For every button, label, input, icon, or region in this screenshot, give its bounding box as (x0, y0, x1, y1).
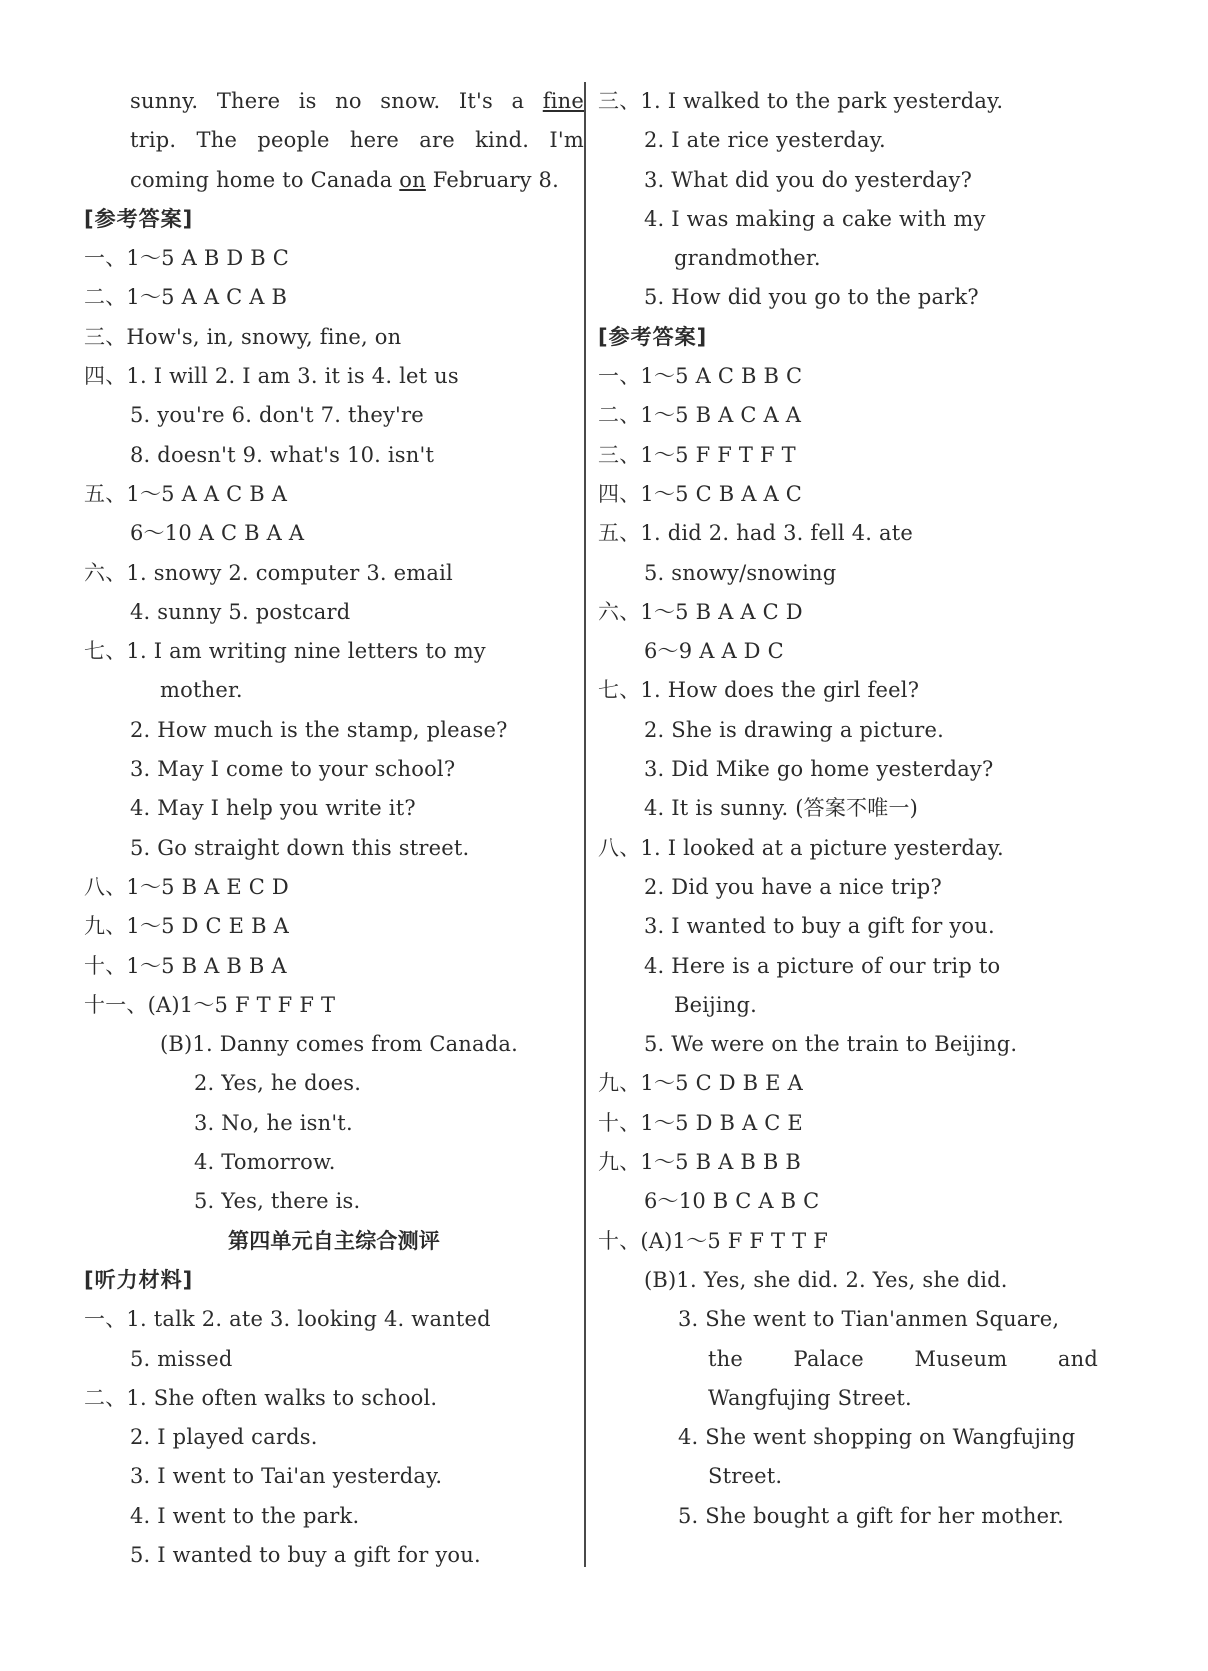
question-number: 九、 (84, 914, 127, 939)
line-text: 2. I played cards. (130, 1425, 318, 1450)
answer-line (84, 711, 584, 750)
line-text: 1～5 A A C A B (126, 285, 288, 310)
line-text: 1～5 A B D B C (126, 246, 290, 271)
line-text: 3. No, he isn't. (194, 1110, 353, 1135)
answer-line (598, 1104, 1098, 1143)
line-text: 1～5 B A C A A (640, 403, 802, 428)
question-number: 八、 (84, 874, 127, 899)
question-number: 十一、 (84, 992, 148, 1017)
column-divider (584, 82, 586, 1567)
question-number: 七、 (84, 639, 127, 664)
line-text: 2. Yes, he does. (194, 1071, 362, 1096)
answer-line (84, 554, 584, 593)
answer-line (598, 632, 1098, 671)
answer-line (598, 357, 1098, 396)
line-text: 5. We were on the train to Beijing. (644, 1032, 1018, 1057)
line-text: 2. Did you have a nice trip? (644, 874, 942, 899)
question-number: 九、 (598, 1071, 641, 1096)
line-text: (A)1～5 F T F F T (147, 992, 336, 1017)
line-text: 2. How much is the stamp, please? (130, 717, 508, 742)
heading-text: [参考答案] (84, 206, 194, 231)
line-text: 8. doesn't 9. what's 10. isn't (130, 442, 435, 467)
line-text: 3. Did Mike go home yesterday? (644, 757, 994, 782)
line-text: 1～5 B A B B A (126, 953, 287, 978)
question-number: 四、 (598, 481, 641, 506)
answer-line (84, 1064, 584, 1103)
line-text: 5. Go straight down this street. (130, 835, 470, 860)
line-text: 6～10 B C A B C (644, 1189, 820, 1214)
answer-line (598, 1143, 1098, 1182)
question-number: 一、 (598, 364, 641, 389)
line-text: 1～5 C B A A C (640, 481, 803, 506)
line-text: 1. snowy 2. computer 3. email (126, 560, 453, 585)
answer-line (84, 396, 584, 435)
answer-line (84, 436, 584, 475)
line-text: 1～5 B A E C D (126, 874, 289, 899)
answer-line (84, 907, 584, 946)
answer-line (84, 671, 584, 710)
question-number: 三、 (598, 442, 641, 467)
line-text: 3. I went to Tai'an yesterday. (130, 1464, 443, 1489)
answer-line (84, 1457, 584, 1496)
section-heading (84, 200, 584, 239)
line-text: 5. I wanted to buy a gift for you. (130, 1542, 481, 1567)
answer-line (84, 593, 584, 632)
line-text: 6～10 A C B A A (130, 521, 305, 546)
answer-line (598, 554, 1098, 593)
answer-line (598, 986, 1098, 1025)
line-text: 4. sunny 5. postcard (130, 599, 351, 624)
answer-line (84, 121, 584, 160)
section-heading (84, 1261, 584, 1300)
line-text: 1. did 2. had 3. fell 4. ate (640, 521, 913, 546)
line-text: 3. May I come to your school? (130, 757, 456, 782)
answer-line (598, 1300, 1098, 1339)
line-text: sunny. There is no snow. It's a (130, 89, 543, 113)
underlined-answer: fine (542, 89, 584, 113)
answer-line (598, 239, 1098, 278)
left-column (84, 82, 584, 1575)
line-text: 4. I went to the park. (130, 1503, 360, 1528)
answer-line (84, 239, 584, 278)
question-number: 十、 (598, 1228, 641, 1253)
answer-line (598, 947, 1098, 986)
question-number: 六、 (598, 599, 641, 624)
line-text: grandmother. (674, 246, 821, 271)
line-text: 6～9 A A D C (644, 639, 784, 664)
question-number: 五、 (84, 481, 127, 506)
answer-line (598, 1182, 1098, 1221)
question-number: 五、 (598, 521, 641, 546)
answer-line (598, 1497, 1098, 1536)
line-text: 4. I was making a cake with my (644, 206, 986, 231)
line-text: 4. May I help you write it? (130, 796, 416, 821)
line-text: 1～5 A A C B A (126, 481, 288, 506)
line-text: 1～5 C D B E A (640, 1071, 803, 1096)
question-number: 三、 (598, 89, 641, 113)
answer-line (598, 82, 1098, 121)
heading-text: [听力材料] (84, 1267, 194, 1292)
answer-line (598, 593, 1098, 632)
question-number: 六、 (84, 560, 127, 585)
answer-line (84, 475, 584, 514)
answer-line (84, 947, 584, 986)
answer-line (84, 1104, 584, 1143)
answer-line (598, 436, 1098, 475)
line-text: 1～5 A C B B C (640, 364, 803, 389)
line-text: (B)1. Danny comes from Canada. (160, 1032, 518, 1057)
question-number: 三、 (84, 324, 127, 349)
line-text: 4. Here is a picture of our trip to (644, 953, 1001, 978)
answer-line (84, 868, 584, 907)
answer-line (598, 514, 1098, 553)
answer-line (84, 1379, 584, 1418)
line-text: 1～5 F F T F T (640, 442, 796, 467)
line-text: 1～5 B A B B B (640, 1150, 801, 1175)
unit-title (84, 1222, 584, 1261)
line-text: 2. She is drawing a picture. (644, 717, 945, 742)
answer-line (84, 1418, 584, 1457)
line-text: Beijing. (674, 992, 758, 1017)
line-text: 1. I will 2. I am 3. it is 4. let us (126, 364, 459, 389)
line-text: 1. talk 2. ate 3. looking 4. wanted (126, 1307, 491, 1332)
section-heading (598, 318, 1098, 357)
answer-line (84, 1025, 584, 1064)
answer-line (598, 396, 1098, 435)
line-text: 5. She bought a gift for her mother. (678, 1503, 1065, 1528)
line-text: 5. How did you go to the park? (644, 285, 979, 310)
right-column (598, 82, 1098, 1536)
question-number: 八、 (598, 835, 641, 860)
line-text: 第四单元自主综合测评 (228, 1228, 440, 1253)
answer-line (84, 632, 584, 671)
answer-line (598, 475, 1098, 514)
line-text: How's, in, snowy, fine, on (126, 324, 402, 349)
answer-line (598, 1418, 1098, 1457)
line-text: 1～5 B A A C D (640, 599, 803, 624)
line-text: (A)1～5 F F T T F (640, 1228, 828, 1253)
answer-line (84, 1536, 584, 1575)
line-text: 1. I walked to the park yesterday. (640, 89, 1004, 113)
answer-line (598, 711, 1098, 750)
line-text: 4. It is sunny. (答案不唯一) (644, 796, 919, 821)
question-number: 七、 (598, 678, 641, 703)
line-text: 1～5 D C E B A (126, 914, 289, 939)
answer-line (84, 278, 584, 317)
answer-line (84, 1300, 584, 1339)
answer-line (598, 200, 1098, 239)
question-number: 十、 (598, 1110, 641, 1135)
line-text: mother. (160, 678, 243, 703)
answer-line (598, 161, 1098, 200)
line-text: 5. Yes, there is. (194, 1189, 361, 1214)
line-text: Wangfujing Street. (708, 1385, 912, 1410)
line-text: 5. you're 6. don't 7. they're (130, 403, 424, 428)
answer-line (84, 1143, 584, 1182)
answer-line (84, 986, 584, 1025)
answer-line (598, 1025, 1098, 1064)
answer-line (84, 789, 584, 828)
question-number: 二、 (84, 1385, 127, 1410)
answer-line (598, 1379, 1098, 1418)
line-text: Street. (708, 1464, 783, 1489)
answer-line (84, 750, 584, 789)
answer-line (84, 357, 584, 396)
line-text: February 8. (425, 167, 559, 192)
line-text: (B)1. Yes, she did. 2. Yes, she did. (644, 1267, 1008, 1292)
line-text: 5. snowy/snowing (644, 560, 837, 585)
line-text: 2. I ate rice yesterday. (644, 128, 886, 153)
question-number: 二、 (84, 285, 127, 310)
question-number: 二、 (598, 403, 641, 428)
answer-line (84, 161, 584, 200)
answer-line (84, 829, 584, 868)
question-number: 十、 (84, 953, 127, 978)
answer-line (84, 1497, 584, 1536)
question-number: 一、 (84, 1307, 127, 1332)
question-number: 四、 (84, 364, 127, 389)
answer-line (598, 907, 1098, 946)
line-text: 1. She often walks to school. (126, 1385, 438, 1410)
line-text: 1. How does the girl feel? (640, 678, 920, 703)
answer-line (84, 318, 584, 357)
answer-line (84, 514, 584, 553)
line-text: trip. The people here are kind. I'm (130, 128, 584, 153)
answer-line (598, 1340, 1098, 1379)
line-text: 1～5 D B A C E (640, 1110, 803, 1135)
question-number: 九、 (598, 1150, 641, 1175)
underlined-answer: on (399, 167, 426, 192)
line-text: coming home to Canada (130, 167, 400, 192)
answer-line (84, 1340, 584, 1379)
line-text: 1. I am writing nine letters to my (126, 639, 486, 664)
answer-line (598, 278, 1098, 317)
answer-line (598, 1064, 1098, 1103)
answer-line (598, 1222, 1098, 1261)
line-text: the Palace Museum and (708, 1346, 1098, 1371)
line-text: 1. I looked at a picture yesterday. (640, 835, 1004, 860)
answer-line (598, 868, 1098, 907)
line-text: 4. She went shopping on Wangfujing (678, 1425, 1076, 1450)
line-text: 5. missed (130, 1346, 233, 1371)
heading-text: [参考答案] (598, 324, 708, 349)
answer-line (84, 1182, 584, 1221)
line-text: 3. I wanted to buy a gift for you. (644, 914, 995, 939)
line-text: 4. Tomorrow. (194, 1150, 336, 1175)
answer-line (598, 121, 1098, 160)
answer-line (598, 671, 1098, 710)
question-number: 一、 (84, 246, 127, 271)
answer-line (598, 829, 1098, 868)
answer-line (598, 1457, 1098, 1496)
line-text: 3. What did you do yesterday? (644, 167, 973, 192)
answer-line (598, 789, 1098, 828)
answer-line (598, 750, 1098, 789)
line-text: 3. She went to Tian'anmen Square, (678, 1307, 1060, 1332)
answer-line (84, 82, 584, 121)
answer-line (598, 1261, 1098, 1300)
